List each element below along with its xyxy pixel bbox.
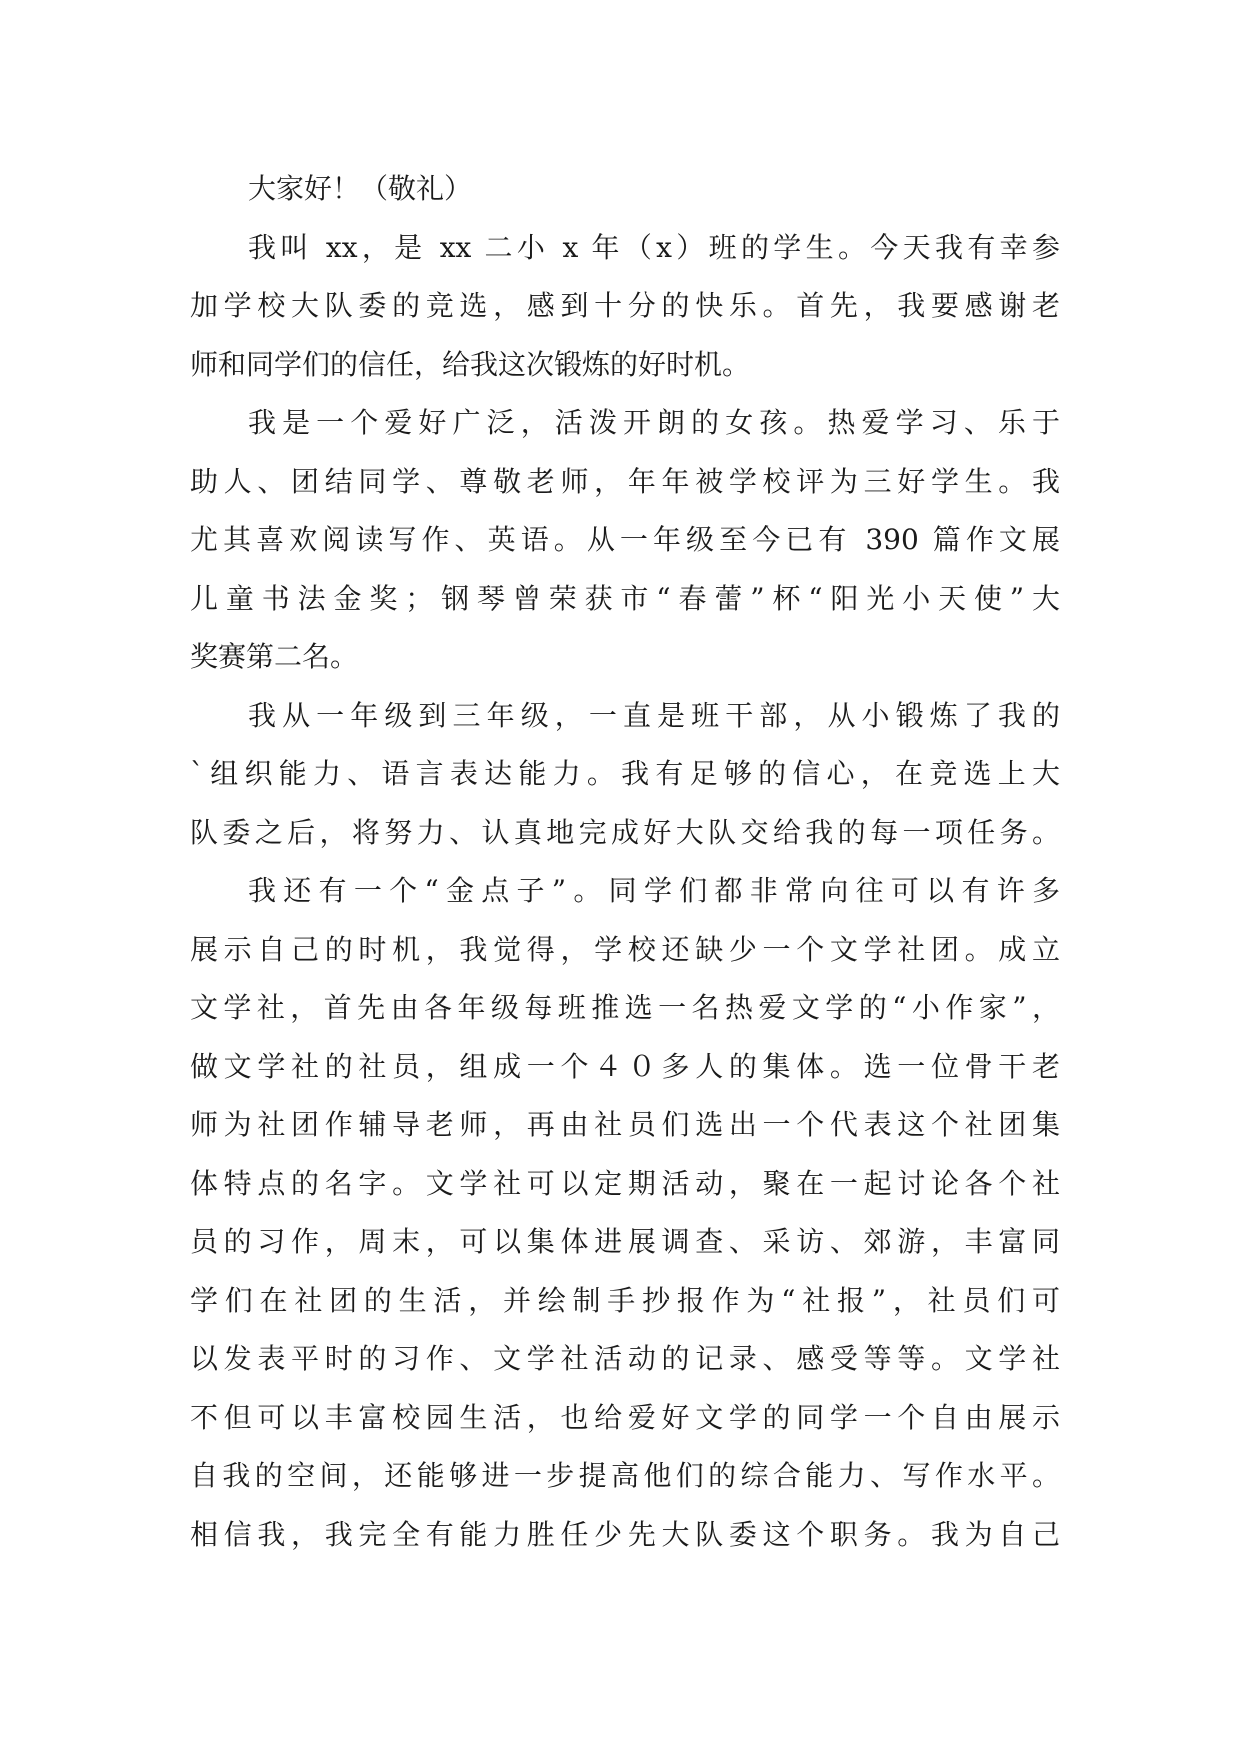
paragraph-line: 相信我，我完全有能力胜任少先大队委这个职务。我为自己 — [190, 1517, 1060, 1551]
paragraph-line: 奖赛第二名。 — [190, 640, 359, 673]
document-body — [190, 160, 1060, 1564]
paragraph-line: 我还有一个“金点子”。同学们都非常向往可以有许多 — [248, 874, 1060, 907]
paragraph-line: 文学社，首先由各年级每班推选一名热爱文学的“小作家”， — [190, 991, 1060, 1024]
paragraph-line: 助人、团结同学、尊敬老师，年年被学校评为三好学生。我 — [190, 464, 1060, 498]
paragraph-line: 尤其喜欢阅读写作、英语。从一年级至今已有 390 篇作文展 — [190, 523, 1060, 556]
paragraph-line: 以发表平时的习作、文学社活动的记录、感受等等。文学社 — [190, 1342, 1060, 1375]
paragraph-line: 师和同学们的信任，给我这次锻炼的好时机。 — [190, 347, 751, 381]
paragraph-line: 师为社团作辅导老师，再由社员们选出一个代表这个社团集 — [190, 1108, 1060, 1141]
paragraph-line: 员的习作，周末，可以集体进展调查、采访、郊游，丰富同 — [190, 1225, 1060, 1258]
paragraph-line: 我叫 xx，是 xx 二小 x 年（x）班的学生。今天我有幸参 — [248, 230, 1060, 264]
paragraph-line: 我是一个爱好广泛，活泼开朗的女孩。热爱学习、乐于 — [248, 406, 1060, 439]
paragraph-line: 展示自己的时机，我觉得，学校还缺少一个文学社团。成立 — [190, 932, 1060, 966]
paragraph-line: `组织能力、语言表达能力。我有足够的信心，在竞选上大 — [190, 757, 1060, 790]
paragraph-line: 队委之后，将努力、认真地完成好大队交给我的每一项任务。 — [190, 815, 1060, 849]
paragraph-line: 自我的空间，还能够进一步提高他们的综合能力、写作水平。 — [190, 1459, 1060, 1492]
paragraph-line: 不但可以丰富校园生活，也给爱好文学的同学一个自由展示 — [190, 1400, 1060, 1434]
paragraph-line: 体特点的名字。文学社可以定期活动，聚在一起讨论各个社 — [190, 1166, 1060, 1200]
paragraph-line: 儿童书法金奖；钢琴曾荣获市“春蕾”杯“阳光小天使”大 — [190, 581, 1060, 615]
paragraph-line: 加学校大队委的竞选，感到十分的快乐。首先，我要感谢老 — [190, 289, 1060, 322]
greeting-line: 大家好！（敬礼） — [248, 172, 473, 205]
paragraph-line: 我从一年级到三年级，一直是班干部，从小锻炼了我的 — [248, 698, 1060, 732]
paragraph-line: 做文学社的社员，组成一个４０多人的集体。选一位骨干老 — [190, 1049, 1060, 1083]
paragraph-line: 学们在社团的生活，并绘制手抄报作为“社报”，社员们可 — [190, 1283, 1060, 1317]
